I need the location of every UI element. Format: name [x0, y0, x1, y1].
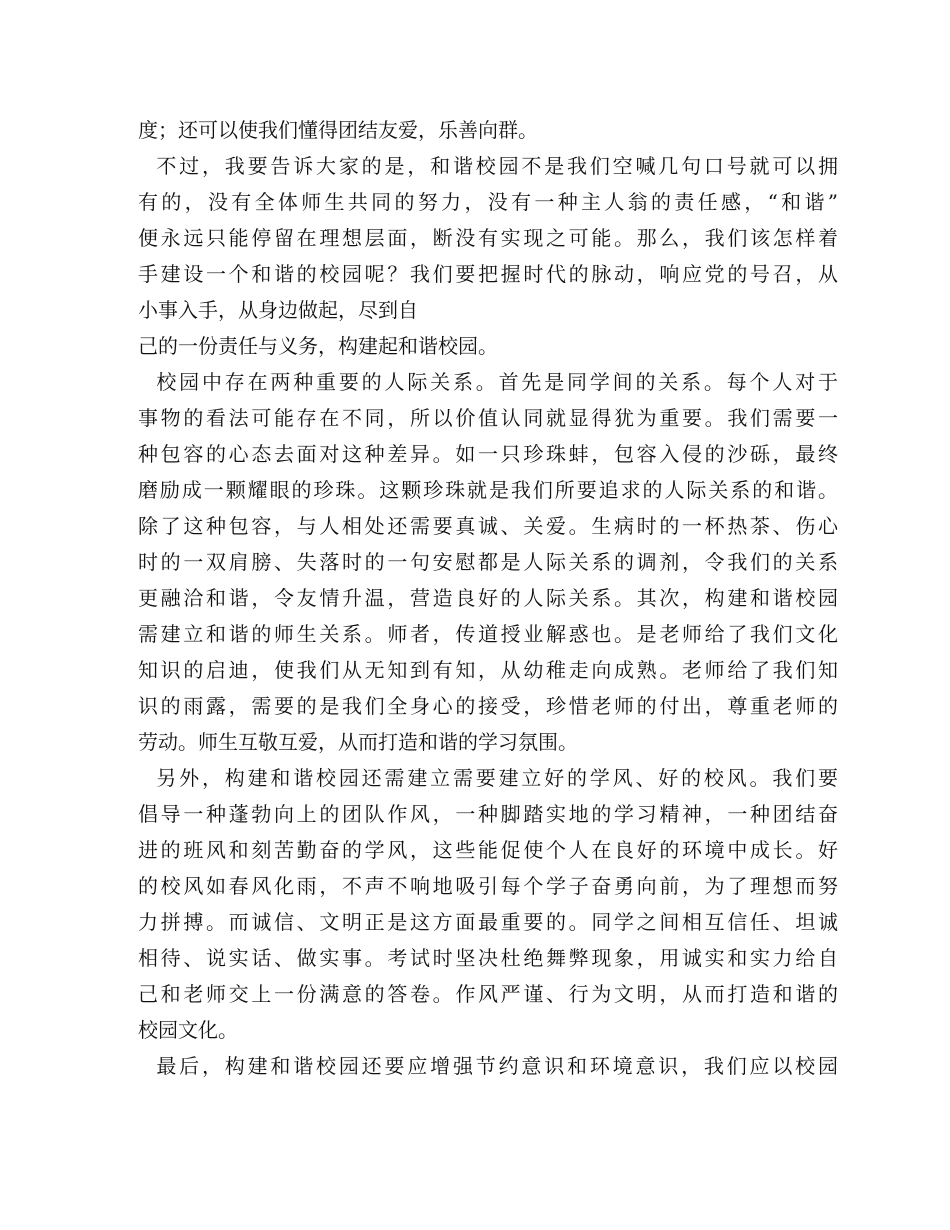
- text-line: 便永远只能停留在理想层面，断没有实现之可能。那么，我们该怎样着: [138, 226, 838, 250]
- text-line: 最后，构建和谐校园还要应增强节约意识和环境意识，我们应以校园: [138, 1054, 838, 1078]
- text-line: 相待、说实话、做实事。考试时坚决杜绝舞弊现象，用诚实和实力给自: [138, 946, 838, 970]
- text-line: 有的，没有全体师生共同的努力，没有一种主人翁的责任感，“和谐”: [138, 190, 838, 214]
- text-line: 除了这种包容，与人相处还需要真诚、关爱。生病时的一杯热茶、伤心: [138, 514, 838, 538]
- text-line: 种包容的心态去面对这种差异。如一只珍珠蚌，包容入侵的沙砾，最终: [138, 442, 838, 466]
- text-line: 进的班风和刻苦勤奋的学风，这些能促使个人在良好的环境中成长。好: [138, 838, 838, 862]
- text-line: 时的一双肩膀、失落时的一句安慰都是人际关系的调剂，令我们的关系: [138, 550, 838, 574]
- text-line: 不过，我要告诉大家的是，和谐校园不是我们空喊几句口号就可以拥: [138, 154, 838, 178]
- text-line: 的校风如春风化雨，不声不响地吸引每个学子奋勇向前，为了理想而努: [138, 874, 838, 898]
- text-line: 磨励成一颗耀眼的珍珠。这颗珍珠就是我们所要追求的人际关系的和谐。: [138, 478, 838, 502]
- text-line: 识的雨露，需要的是我们全身心的接受，珍惜老师的付出，尊重老师的: [138, 694, 838, 718]
- text-line: 己的一份责任与义务，构建起和谐校园。: [138, 334, 498, 358]
- text-line: 校园文化。: [138, 1018, 238, 1042]
- text-line: 另外，构建和谐校园还需建立需要建立好的学风、好的校风。我们要: [138, 766, 838, 790]
- body-text: [138, 112, 838, 1084]
- text-line: 己和老师交上一份满意的答卷。作风严谨、行为文明，从而打造和谐的: [138, 982, 838, 1006]
- text-line: 更融洽和谐，令友情升温，营造良好的人际关系。其次，构建和谐校园: [138, 586, 838, 610]
- text-line: 校园中存在两种重要的人际关系。首先是同学间的关系。每个人对于: [138, 370, 838, 394]
- text-line: 事物的看法可能存在不同，所以价值认同就显得犹为重要。我们需要一: [138, 406, 838, 430]
- text-line: 知识的启迪，使我们从无知到有知，从幼稚走向成熟。老师给了我们知: [138, 658, 838, 682]
- text-line: 需建立和谐的师生关系。师者，传道授业解惑也。是老师给了我们文化: [138, 622, 838, 646]
- text-line: 力拼搏。而诚信、文明正是这方面最重要的。同学之间相互信任、坦诚: [138, 910, 838, 934]
- text-line: 劳动。师生互敬互爱，从而打造和谐的学习氛围。: [138, 730, 578, 754]
- text-line: 小事入手，从身边做起，尽到自: [138, 298, 418, 322]
- text-line: 倡导一种蓬勃向上的团队作风，一种脚踏实地的学习精神，一种团结奋: [138, 802, 838, 826]
- text-line: 度；还可以使我们懂得团结友爱，乐善向群。: [138, 118, 538, 142]
- text-line: 手建设一个和谐的校园呢？我们要把握时代的脉动，响应党的号召，从: [138, 262, 838, 286]
